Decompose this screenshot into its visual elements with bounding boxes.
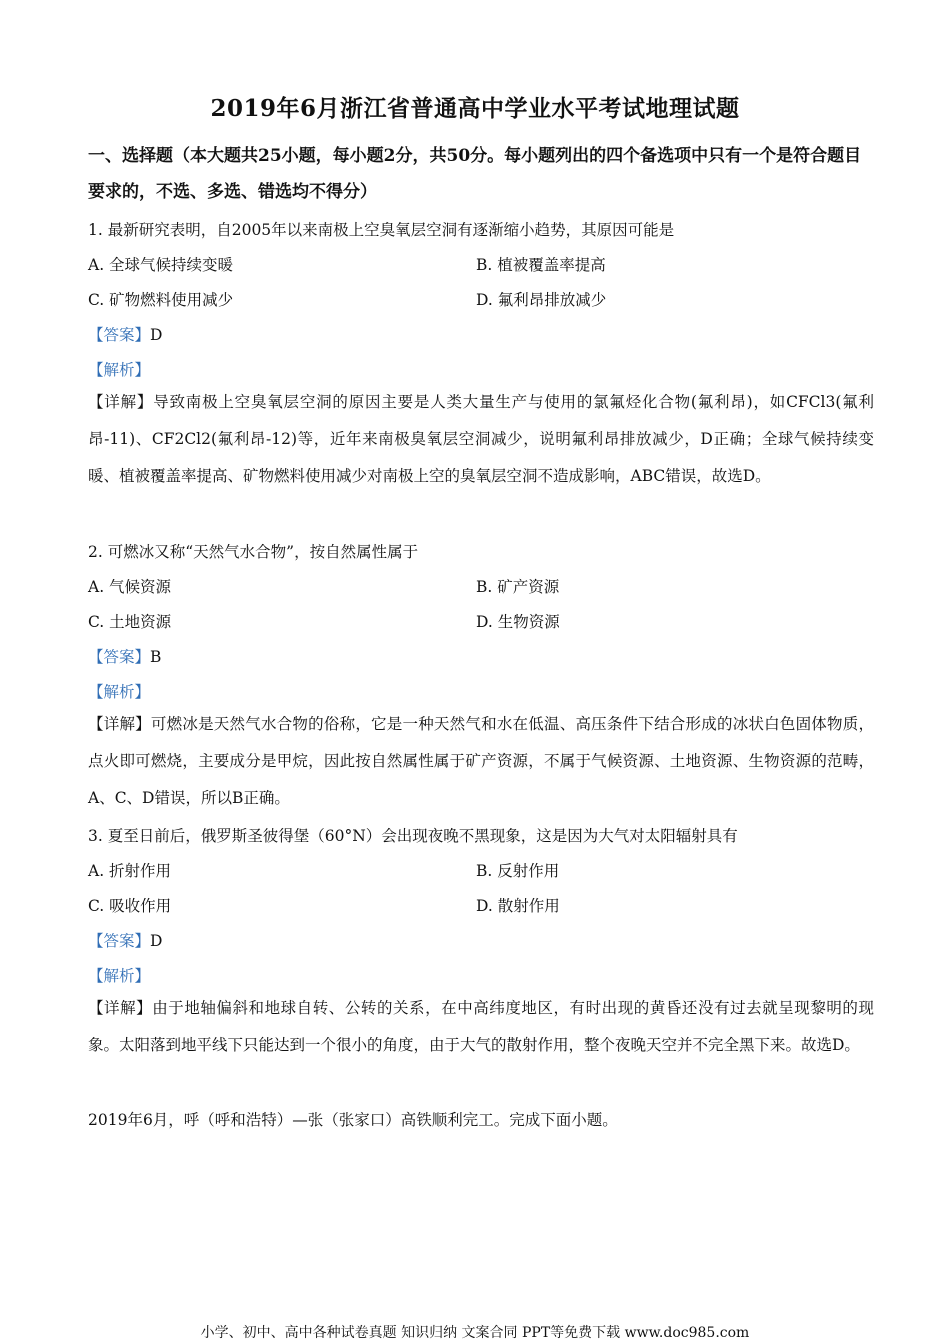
detail-tag: 【详解】 bbox=[88, 999, 153, 1017]
question-3-option-a: A. 折射作用 bbox=[88, 862, 172, 880]
detail-tag: 【详解】 bbox=[88, 393, 154, 411]
page-footer: 小学、初中、高中各种试卷真题 知识归纳 文案合同 PPT等免费下载 www.doc985.com bbox=[200, 1325, 750, 1341]
group-intro: 2019年6月，呼（呼和浩特）—张（张家口）高铁顺利完工。完成下面小题。 bbox=[88, 1111, 618, 1129]
answer-value: D bbox=[150, 326, 163, 344]
question-1-option-b: B. 植被覆盖率提高 bbox=[476, 256, 606, 274]
answer-value: B bbox=[150, 648, 162, 666]
question-2-option-b: B. 矿产资源 bbox=[476, 578, 560, 596]
question-3-analysis-tag bbox=[88, 964, 150, 986]
answer-value: D bbox=[150, 932, 163, 950]
answer-tag: 【答案】 bbox=[88, 648, 151, 666]
question-1-option-d: D. 氟利昂排放减少 bbox=[476, 291, 607, 309]
question-2-option-a: A. 气候资源 bbox=[88, 578, 172, 596]
question-3-answer bbox=[88, 929, 162, 951]
analysis-tag: 【解析】 bbox=[88, 967, 151, 985]
answer-tag: 【答案】 bbox=[88, 326, 151, 344]
question-3-detail bbox=[88, 990, 874, 1064]
question-2-answer bbox=[88, 645, 161, 667]
question-1-stem: 1. 最新研究表明，自2005年以来南极上空臭氧层空洞有逐渐缩小趋势，其原因可能是 bbox=[88, 221, 675, 239]
analysis-tag: 【解析】 bbox=[88, 683, 151, 701]
question-1-option-c: C. 矿物燃料使用减少 bbox=[88, 291, 234, 309]
question-3-option-c: C. 吸收作用 bbox=[88, 897, 172, 915]
analysis-tag: 【解析】 bbox=[88, 361, 151, 379]
question-2-stem: 2. 可燃冰又称“天然气水合物”，按自然属性属于 bbox=[88, 543, 419, 561]
question-3-stem: 3. 夏至日前后，俄罗斯圣彼得堡（60°N）会出现夜晚不黑现象，这是因为大气对太阳辐射具有 bbox=[88, 827, 738, 845]
question-2-detail bbox=[88, 706, 874, 817]
detail-text: 可燃冰是天然气水合物的俗称，它是一种天然气和水在低温、高压条件下结合形成的冰状白色固体物质，点火即可燃烧，主要成分是甲烷，因此按自然属性属于矿产资源，不属于气候资源、土地资源、生物资源的范畴，A、C、D错误，所以B正确。 bbox=[88, 715, 874, 807]
question-1-detail bbox=[88, 384, 874, 495]
question-1-answer bbox=[88, 323, 162, 345]
question-1-option-a: A. 全球气候持续变暖 bbox=[88, 256, 234, 274]
section-heading: 一、选择题（本大题共25小题，每小题2分，共50分。每小题列出的四个备选项中只有一个是符合题目要求的，不选、多选、错选均不得分） bbox=[88, 146, 862, 202]
question-2-option-d: D. 生物资源 bbox=[476, 613, 560, 631]
detail-text: 由于地轴偏斜和地球自转、公转的关系，在中高纬度地区，有时出现的黄昏还没有过去就呈现黎明的现象。太阳落到地平线下只能达到一个很小的角度，由于大气的散射作用，整个夜晚天空并不完全黑下来。故选D。 bbox=[88, 999, 874, 1054]
detail-text: 导致南极上空臭氧层空洞的原因主要是人类大量生产与使用的氯氟烃化合物(氟利昂)，如CFCl3(氟利昂-11)、CF2Cl2(氟利昂-12)等，近年来南极臭氧层空洞减少，说明氟利昂排放减少，D正确；全球气候持续变暖、植被覆盖率提高、矿物燃料使用减少对南极上空的臭氧层空洞不造成影响，ABC错误，故选D。 bbox=[88, 393, 874, 485]
detail-tag: 【详解】 bbox=[88, 715, 151, 733]
question-3-option-b: B. 反射作用 bbox=[476, 862, 560, 880]
question-2-option-c: C. 土地资源 bbox=[88, 613, 172, 631]
answer-tag: 【答案】 bbox=[88, 932, 151, 950]
page-title: 2019年6月浙江省普通高中学业水平考试地理试题 bbox=[210, 95, 740, 122]
question-1-analysis-tag bbox=[88, 358, 150, 380]
question-2-analysis-tag bbox=[88, 680, 150, 702]
question-3-option-d: D. 散射作用 bbox=[476, 897, 560, 915]
